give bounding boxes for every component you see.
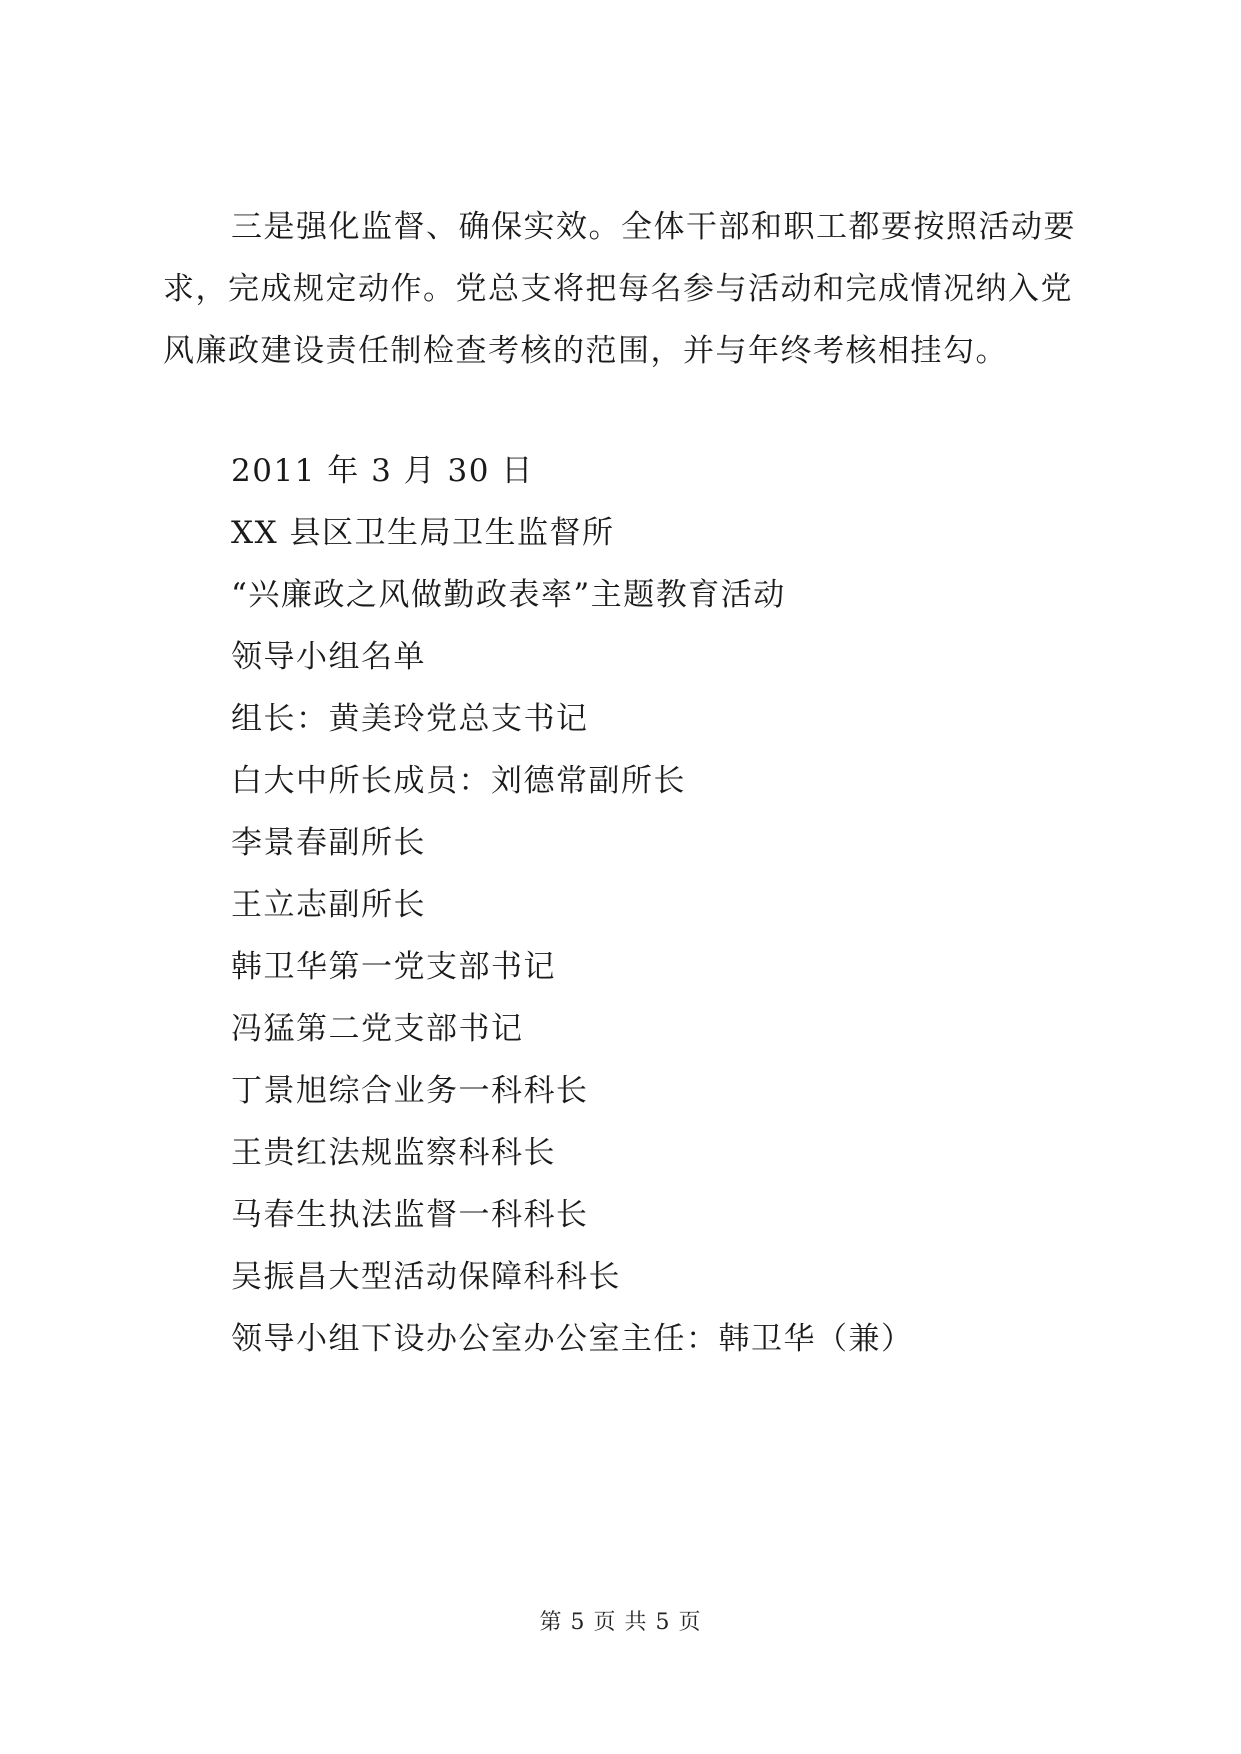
activity-title-line: “兴廉政之风做勤政表率”主题教育活动 [231,577,786,613]
paragraph-line: 风廉政建设责任制检查考核的范围，并与年终考核相挂勾。 [163,333,1008,369]
body-paragraph [163,196,1083,382]
list-item: 韩卫华第一党支部书记 [231,949,556,985]
list-item: 丁景旭综合业务一科科长 [231,1073,589,1109]
list-item: 李景春副所长 [231,825,426,861]
list-item: 白大中所长成员：刘德常副所长 [231,763,686,799]
list-heading: 领导小组名单 [231,639,426,675]
date-line: 2011 年 3 月 30 日 [231,453,534,489]
list-item: 领导小组下设办公室办公室主任：韩卫华（兼） [231,1321,914,1357]
list-item: 冯猛第二党支部书记 [231,1011,524,1047]
list-item: 马春生执法监督一科科长 [231,1197,589,1233]
list-item: 吴振昌大型活动保障科科长 [231,1259,621,1295]
list-item: 王贵红法规监察科科长 [231,1135,556,1171]
list-item: 组长：黄美玲党总支书记 [231,701,589,737]
org-line: XX 县区卫生局卫生监督所 [231,515,615,551]
paragraph-line: 三是强化监督、确保实效。全体干部和职工都要按照活动要 [231,209,1076,245]
paragraph-line: 求，完成规定动作。党总支将把每名参与活动和完成情况纳入党 [163,271,1073,307]
page-footer: 第 5 页 共 5 页 [539,1610,702,1635]
list-item: 王立志副所长 [231,887,426,923]
document-lines [231,440,1091,1370]
